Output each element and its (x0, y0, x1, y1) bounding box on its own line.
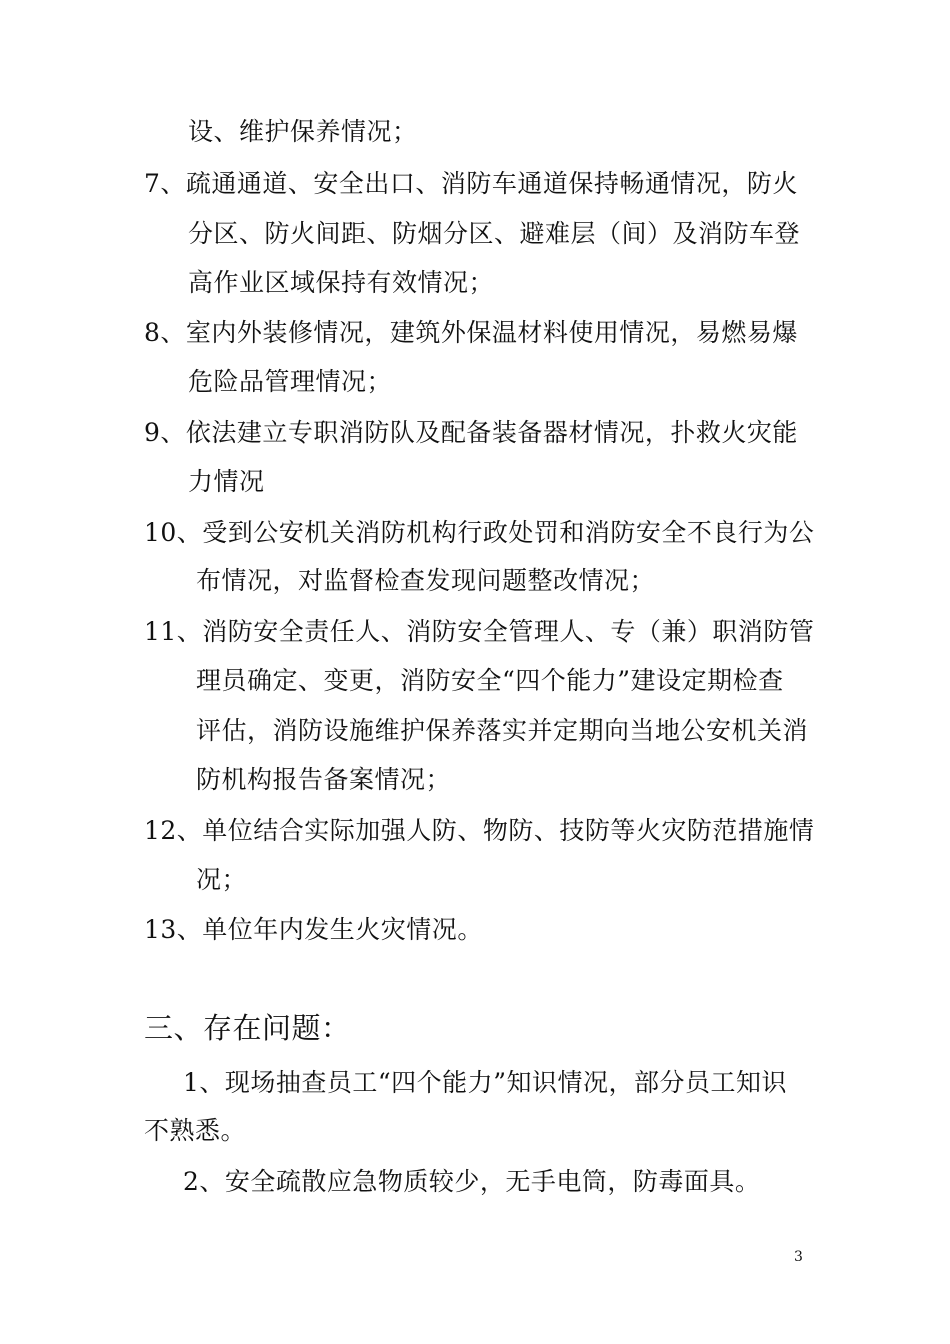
text-line: 设、维护保养情况； (188, 117, 418, 146)
list-item-11: 11、消防安全责任人、消防安全管理人、专（兼）职消防管 (144, 617, 815, 646)
text-line: 分区、防火间距、防烟分区、避难层（间）及消防车登 (188, 219, 801, 248)
text-line: 况； (196, 865, 248, 894)
list-item-7: 7、疏通通道、安全出口、消防车通道保持畅通情况，防火 (144, 169, 798, 198)
text-line: 防机构报告备案情况； (196, 765, 452, 794)
list-item-9: 9、依法建立专职消防队及配备装备器材情况，扑救火灾能 (144, 418, 798, 447)
section-heading: 三、存在问题： (144, 1011, 351, 1045)
text-line: 不熟悉。 (144, 1116, 247, 1145)
text-line: 布情况，对监督检查发现问题整改情况； (196, 566, 656, 595)
list-item-8: 8、室内外装修情况，建筑外保温材料使用情况，易燃易爆 (144, 318, 798, 347)
text-line: 危险品管理情况； (188, 367, 393, 396)
list-item-13: 13、单位年内发生火灾情况。 (144, 915, 483, 944)
page-number: 3 (794, 1249, 803, 1265)
problem-item-1: 1、现场抽查员工“四个能力”知识情况，部分员工知识 (183, 1068, 787, 1097)
text-line: 评估，消防设施维护保养落实并定期向当地公安机关消 (196, 716, 809, 745)
problem-item-2: 2、安全疏散应急物质较少，无手电筒，防毒面具。 (183, 1167, 761, 1196)
list-item-12: 12、单位结合实际加强人防、物防、技防等火灾防范措施情 (144, 816, 815, 845)
text-line: 理员确定、变更，消防安全“四个能力”建设定期检查 (196, 666, 784, 695)
text-line: 高作业区域保持有效情况； (188, 268, 495, 297)
list-item-10: 10、受到公安机关消防机构行政处罚和消防安全不良行为公 (144, 518, 815, 547)
text-line: 力情况 (188, 467, 265, 496)
